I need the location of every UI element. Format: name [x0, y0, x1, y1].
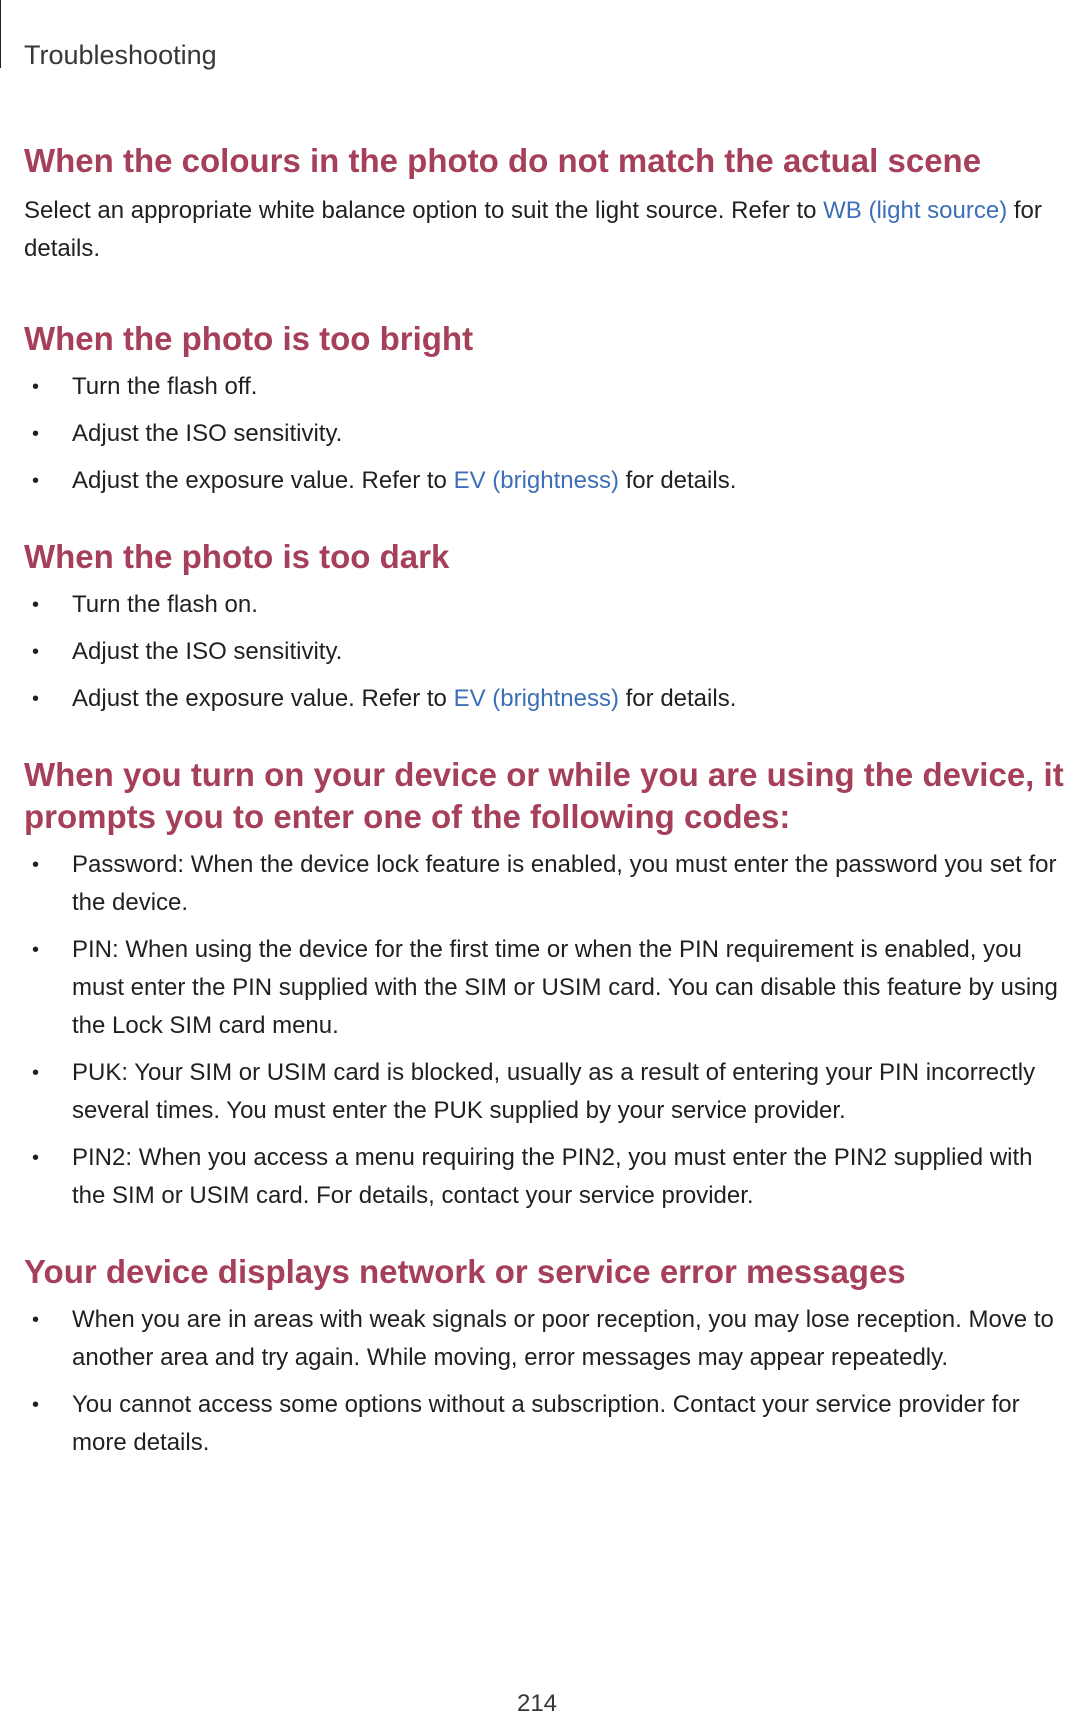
ev-brightness-link[interactable]: EV (brightness): [453, 685, 619, 712]
paragraph-text: Select an appropriate white balance option to suit the light source. Refer to: [24, 197, 824, 224]
bullet-icon: •: [32, 1309, 40, 1331]
section-colours: [24, 140, 1064, 268]
list-item: [24, 415, 1064, 453]
ev-brightness-link[interactable]: EV (brightness): [453, 467, 619, 494]
list-item-text: Adjust the exposure value. Refer to: [72, 467, 454, 494]
list-item: [24, 1386, 1064, 1462]
section-heading: When the photo is too bright: [24, 320, 474, 357]
list-item: [24, 462, 1064, 500]
section-heading: Your device displays network or service error messages: [24, 1253, 906, 1290]
list-item: [24, 633, 1064, 671]
bullet-icon: •: [32, 1394, 40, 1416]
section-heading: When the photo is too dark: [24, 538, 450, 575]
list-item-text: Adjust the ISO sensitivity.: [72, 420, 343, 447]
list-item-text: Turn the flash off.: [72, 373, 258, 400]
wb-light-source-link[interactable]: WB (light source): [823, 197, 1008, 224]
list-item: [24, 368, 1064, 406]
bullet-icon: •: [32, 1062, 40, 1084]
list-item-text: for details.: [618, 467, 737, 494]
bullet-list: [24, 586, 1064, 718]
list-item-puk: [24, 1054, 1064, 1130]
page-number: 214: [516, 1690, 558, 1717]
bullet-icon: •: [32, 641, 40, 663]
list-item-text: Adjust the exposure value. Refer to: [72, 685, 454, 712]
list-item-text: PIN2: When you access a menu requiring the PIN2, you must enter the PIN2 supplied with the SIM or USIM card. For details, contact your service provider.: [72, 1144, 1033, 1209]
bullet-icon: •: [32, 939, 40, 961]
edge-rule: [0, 0, 1, 68]
list-item-text: PIN: When using the device for the first time or when the PIN requirement is enabled, you must enter the PIN supplied with the SIM or USIM card. You can disable this feature by using the Lock SIM card menu.: [72, 936, 1058, 1039]
bullet-list: [24, 846, 1064, 1215]
page-content: [24, 140, 1064, 1471]
list-item: [24, 1301, 1064, 1377]
section-network: [24, 1251, 1064, 1462]
list-item-text: When you are in areas with weak signals or poor reception, you may lose reception. Move to another area and try again. While moving, error messages may appear repeatedly.: [72, 1306, 1054, 1371]
bullet-icon: •: [32, 376, 40, 398]
list-item-text: Adjust the ISO sensitivity.: [72, 638, 343, 665]
list-item-pin: [24, 931, 1064, 1045]
section-heading: When you turn on your device or while you are using the device, it prompts you to enter one of the following codes:: [24, 756, 1064, 835]
list-item: [24, 586, 1064, 624]
list-item: [24, 680, 1064, 718]
bullet-icon: •: [32, 594, 40, 616]
bullet-list: [24, 1301, 1064, 1462]
bullet-icon: •: [32, 423, 40, 445]
running-header: Troubleshooting: [24, 40, 217, 70]
paragraph-text: for details.: [24, 197, 1042, 262]
list-item-text: Turn the flash on.: [72, 591, 258, 618]
bullet-icon: •: [32, 1147, 40, 1169]
list-item-text: Password: When the device lock feature is enabled, you must enter the password you set for the device.: [72, 851, 1057, 916]
bullet-icon: •: [32, 470, 40, 492]
list-item-text: You cannot access some options without a subscription. Contact your service provider for more details.: [72, 1391, 1020, 1456]
list-item-pin2: [24, 1139, 1064, 1215]
bullet-list: [24, 368, 1064, 500]
section-too-bright: [24, 318, 1064, 500]
section-heading: When the colours in the photo do not match the actual scene: [24, 142, 982, 179]
section-codes: [24, 754, 1064, 1215]
list-item-text: for details.: [618, 685, 737, 712]
list-item-password: [24, 846, 1064, 922]
bullet-icon: •: [32, 854, 40, 876]
list-item-text: PUK: Your SIM or USIM card is blocked, usually as a result of entering your PIN incorrectly several times. You must enter the PUK supplied by your service provider.: [72, 1059, 1036, 1124]
bullet-icon: •: [32, 688, 40, 710]
section-too-dark: [24, 536, 1064, 718]
section-paragraph: [24, 192, 1064, 268]
